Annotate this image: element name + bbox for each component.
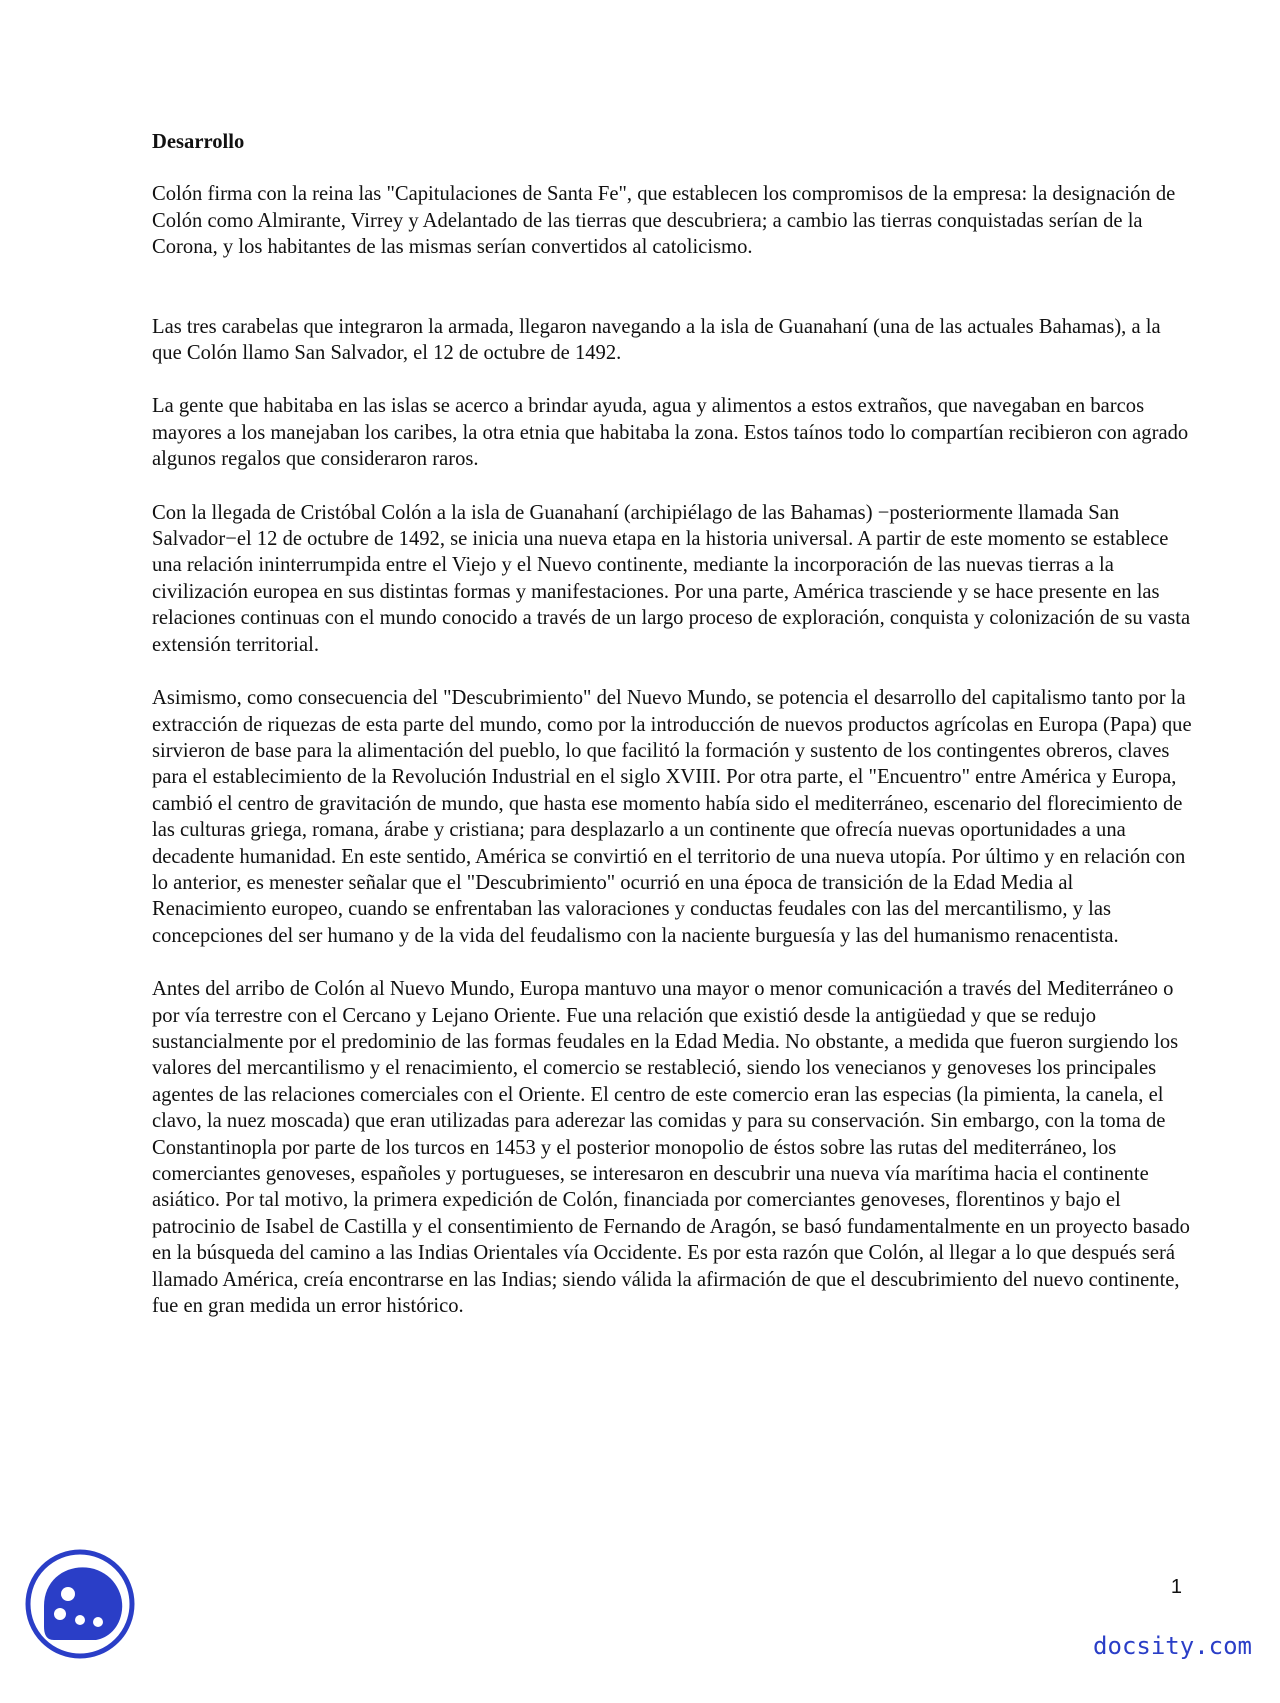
docsity-logo-icon[interactable]: [24, 1548, 136, 1660]
paragraph-6: Antes del arribo de Colón al Nuevo Mundo, Europa mantuvo una mayor o menor comunicación a través del Mediterráneo o por vía terrestre con el Cercano y Lejano Oriente. Fue una relación que existió desde la antigüedad y que se redujo sustancialmente por el predominio de las formas feudales en la Edad Media. No obstante, a medida que fueron surgiendo los valores del mercantilismo y el renacimiento, el comercio se restableció, siendo los venecianos y genoveses los principales agentes de las relaciones comerciales con el Oriente. El centro de este comercio eran las especias (la pimienta, la canela, el clavo, la nuez moscada) que eran utilizadas para aderezar las comidas y para su conservación. Sin embargo, con la toma de Constantinopla por parte de los turcos en 1453 y el posterior monopolio de éstos sobre las rutas del mediterráneo, los comerciantes genoveses, españoles y portugueses, se interesaron en descubrir una nueva vía marítima hacia el continente asiático. Por tal motivo, la primera expedición de Colón, financiada por comerciantes genoveses, florentinos y bajo el patrocinio de Isabel de Castilla y el consentimiento de Fernando de Aragón, se basó fundamentalmente en un proyecto basado en la búsqueda del camino a las Indias Orientales vía Occidente. Es por esta razón que Colón, al llegar a lo que después será llamado América, creía encontrarse en las Indias; siendo válida la afirmación de que el descubrimiento del nuevo continente, fue en gran medida un error histórico.: [152, 978, 1190, 1318]
paragraph-2: Las tres carabelas que integraron la armada, llegaron navegando a la isla de Guanahaní (una de las actuales Bahamas), a la que Colón llamo San Salvador, el 12 de octubre de 1492.: [152, 315, 1161, 365]
paragraph-3: La gente que habitaba en las islas se acerco a brindar ayuda, agua y alimentos a estos extraños, que navegaban en barcos mayores a los manejaban los caribes, la otra etnia que habitaba la zona. Estos taínos todo lo compartían recibieron con agrado algunos regalos que consideraron raros.: [152, 395, 1189, 471]
page-number: 1: [1170, 1576, 1182, 1598]
paragraph-5: Asimismo, como consecuencia del "Descubrimiento" del Nuevo Mundo, se potencia el desarrollo del capitalismo tanto por la extracción de riquezas de esta parte del mundo, como por la introducción de nuevos productos agrícolas en Europa (Papa) que sirvieron de base para la alimentación del pueblo, lo que facilitó la formación y sustento de los contingentes obreros, claves para el establecimiento de la Revolución Industrial en el siglo XVIII. Por otra parte, el "Encuentro" entre América y Europa, cambió el centro de gravitación de mundo, que hasta ese momento había sido el mediterráneo, escenario del florecimiento de las culturas griega, romana, árabe y cristiana; para desplazarlo a un continente que ofrecía nuevas oportunidades a una decadente humanidad. En este sentido, América se convirtió en el territorio de una nueva utopía. Por último y en relación con lo anterior, es menester señalar que el "Descubrimiento" ocurrió en una época de transición de la Edad Media al Renacimiento europeo, cuando se enfrentaban las valoraciones y conductas feudales con las del mercantilismo, y las concepciones del ser humano y de la vida del feudalismo con la naciente burguesía y las del humanismo renacentista.: [152, 687, 1192, 947]
paragraph-4: Con la llegada de Cristóbal Colón a la isla de Guanahaní (archipiélago de las Bahamas) −posteriormente llamada San Salvador−el 12 de octubre de 1492, se inicia una nueva etapa en la historia universal. A partir de este momento se establece una relación ininterrumpida entre el Viejo y el Nuevo continente, mediante la incorporación de las nuevas tierras a la civilización europea en sus distintas formas y manifestaciones. Por una parte, América trasciende y se hace presente en las relaciones continuas con el mundo conocido a través de un largo proceso de exploración, conquista y colonización de su vasta extensión territorial.: [152, 501, 1191, 656]
paragraph-1: Colón firma con la reina las "Capitulaciones de Santa Fe", que establecen los compromisos de la empresa: la designación de Colón como Almirante, Virrey y Adelantado de las tierras que descubriera; a cambio las tierras conquistadas serían de la Corona, y los habitantes de las mismas serían convertidos al catolicismo.: [152, 183, 1176, 259]
document-body: [152, 129, 1192, 1346]
section-heading: Desarrollo: [152, 131, 245, 153]
site-brand-link[interactable]: docsity.com: [1093, 1632, 1252, 1660]
